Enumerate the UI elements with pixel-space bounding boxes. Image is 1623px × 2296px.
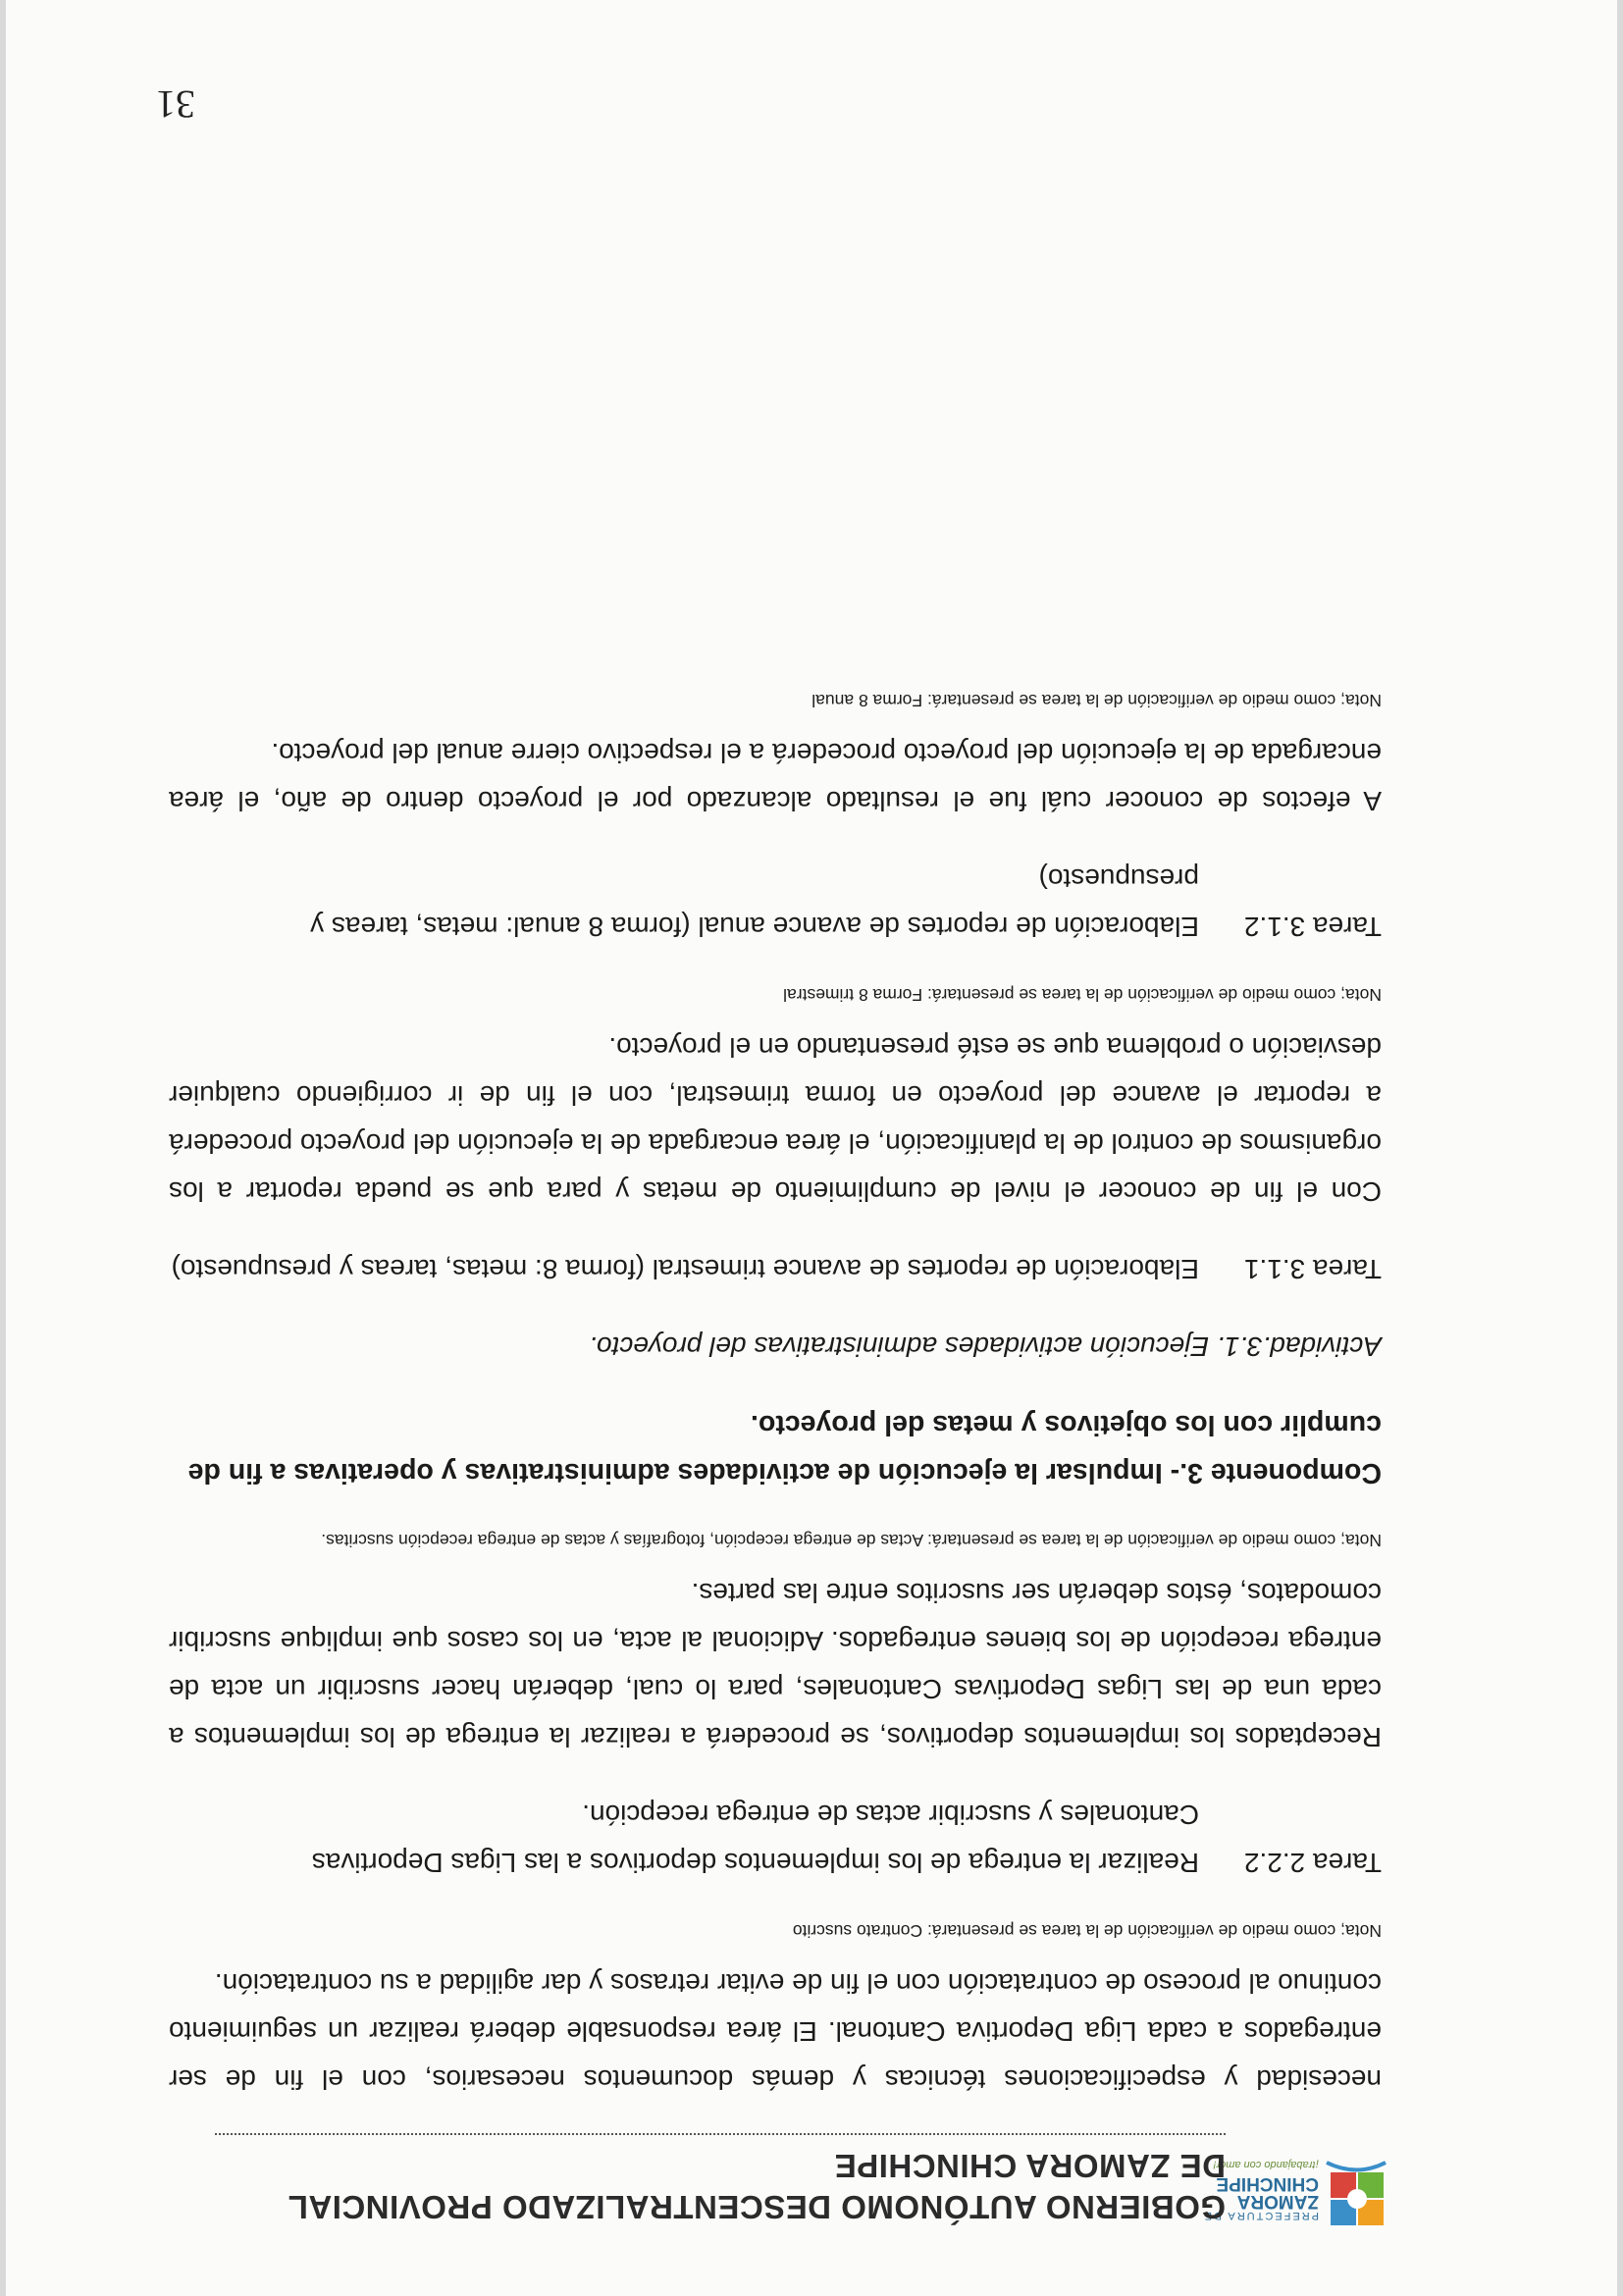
note-forma8-trimestral: Nota; como medio de verificación de la tarea se presentará: Forma 8 trimestral [783, 985, 1382, 1005]
tarea-text: Elaboración de reportes de avance trimestral (forma 8: metas, tareas y presupuesto) [171, 1254, 1199, 1284]
header-title-line2: DE ZAMORA CHINCHIPE [834, 2148, 1226, 2184]
tarea-label: Tarea 2.2.2 [1243, 1848, 1382, 1878]
logo-name [1216, 2174, 1319, 2210]
tarea-2-2-2 [169, 1791, 1382, 1887]
logo-name-line1: ZAMORA [1236, 2191, 1319, 2212]
scan-edge-left [1617, 0, 1623, 2296]
note-actas: Nota; como medio de verificación de la tarea se presentará: Actas de entrega recepción, fotografías y actas de entrega recepción suscritas. [321, 1531, 1382, 1550]
actividad-3-1: Actividad.3.1. Ejecución actividades administrativas del proyecto. [589, 1331, 1382, 1362]
tarea-text: Elaboración de reportes de avance anual (forma 8 anual: metas, tareas y presupuesto) [310, 863, 1199, 942]
note-contrato: Nota; como medio de verificación de la tarea se presentará: Contrato suscrito [792, 1921, 1382, 1941]
header-title-line1: GOBIERNO AUTÓNOMO DESCENTRALIZADO PROVINCIAL [288, 2189, 1226, 2225]
header-divider [215, 2133, 1226, 2135]
document-body [169, 686, 1382, 2104]
tarea-label: Tarea 3.1.2 [1243, 912, 1382, 942]
logo-name-line2: CHINCHIPE [1216, 2173, 1319, 2194]
tarea-3-1-2 [169, 855, 1382, 951]
componente-3-heading: Componente 3.- Impulsar la ejecución de actividades administrativas y operativas a fin de cumplir con los objetivos y metas del proyecto. [187, 1409, 1382, 1488]
paragraph-anual: A efectos de conocer cuál fue el resultado alcanzado por el proyecto dentro de año, el área encargada de la ejecución del proyecto procederá a el respectivo cierre anual del proyecto. [169, 738, 1382, 816]
paragraph-entrega: Receptados los implementos deportivos, se procederá a realizar la entrega de los implementos a cada una de las Ligas Deportivas Cantonales, para lo cual, deberán hacer suscribir un acta de entrega recepción de los bienes entregados. Adicional al acta, en los casos que implique suscribir comodatos, éstos deberán ser suscritos entre las partes. [169, 1578, 1382, 1752]
logo-caption: PREFECTURA DE [1202, 2210, 1319, 2221]
tarea-3-1-1 [169, 1245, 1382, 1293]
tarea-label: Tarea 3.1.1 [1243, 1254, 1382, 1284]
paragraph-contratacion: necesidad y especificaciones técnicas y demás documentos necesarios, con el fin de ser entregados a cada Liga Deportiva Cantonal. El área responsable deberá realizar un seguimiento continuo al proceso de contratación con el fin de evitar retrasos y dar agilidad a su contratación. [169, 1968, 1382, 2095]
paragraph-trimestral: Con el fin de conocer el nivel de cumplimiento de metas y para que se pueda reportar a los organismos de control de la planificación, el área encargada de la ejecución del proyecto procederá a reportar el avance del proyecto en forma trimestral, con el fin de ir corrigiendo cualquier desviación o problema que se esté presentando en el proyecto. [169, 1032, 1382, 1207]
page-number: 31 [156, 82, 195, 127]
scan-edge-right [0, 0, 6, 2296]
note-forma8-anual: Nota; como medio de verificación de la tarea se presentará: Forma 8 anual [812, 691, 1382, 710]
page-header [151, 2121, 1387, 2239]
logo-tagline: ¡trabajando con amor! [1213, 2159, 1319, 2170]
tarea-text: Realizar la entrega de los implementos deportivos a las Ligas Deportivas Cantonales y suscribir actas de entrega recepción. [311, 1800, 1199, 1878]
